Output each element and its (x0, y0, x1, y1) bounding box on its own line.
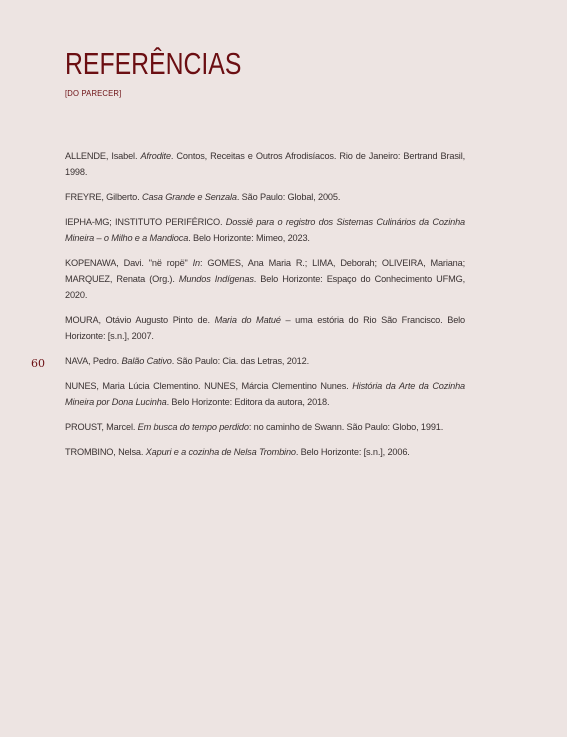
reference-item: MOURA, Otávio Augusto Pinto de. Maria do Matué – uma estória do Rio São Francisco. Belo Horizonte: [s.n.], 2007. (65, 315, 466, 341)
reference-item: ALLENDE, Isabel. Afrodite. Contos, Receitas e Outros Afrodisíacos. Rio de Janeiro: Bertrand Brasil, 1998. (65, 151, 465, 177)
reference-item: PROUST, Marcel. Em busca do tempo perdido: no caminho de Swann. São Paulo: Globo, 1991. (65, 422, 444, 432)
reference-list (65, 148, 465, 469)
reference-item: KOPENAWA, Davi. "në ropë" In: GOMES, Ana Maria R.; LIMA, Deborah; OLIVEIRA, Mariana; MARQUEZ, Renata (Org.). Mundos Indígenas. Belo Horizonte: Espaço do Conhecimento UFMG, 2020. (65, 258, 466, 300)
reference-item: FREYRE, Gilberto. Casa Grande e Senzala. São Paulo: Global, 2005. (65, 192, 341, 202)
reference-item: NUNES, Maria Lúcia Clementino. NUNES, Márcia Clementino Nunes. História da Arte da Cozinha Mineira por Dona Lucinha. Belo Horizonte: Editora da autora, 2018. (65, 381, 465, 407)
reference-item: NAVA, Pedro. Balão Cativo. São Paulo: Cia. das Letras, 2012. (65, 356, 309, 366)
reference-item: TROMBINO, Nelsa. Xapuri e a cozinha de Nelsa Trombino. Belo Horizonte: [s.n.], 2006. (65, 447, 410, 457)
page-subtitle: [DO PARECER] (65, 88, 122, 98)
page-title: REFERÊNCIAS (65, 46, 242, 81)
reference-item: IEPHA-MG; INSTITUTO PERIFÉRICO. Dossiê para o registro dos Sistemas Culinários da Cozinha Mineira – o Milho e a Mandioca. Belo Horizonte: Mimeo, 2023. (65, 217, 465, 243)
page-number: 60 (31, 357, 45, 370)
